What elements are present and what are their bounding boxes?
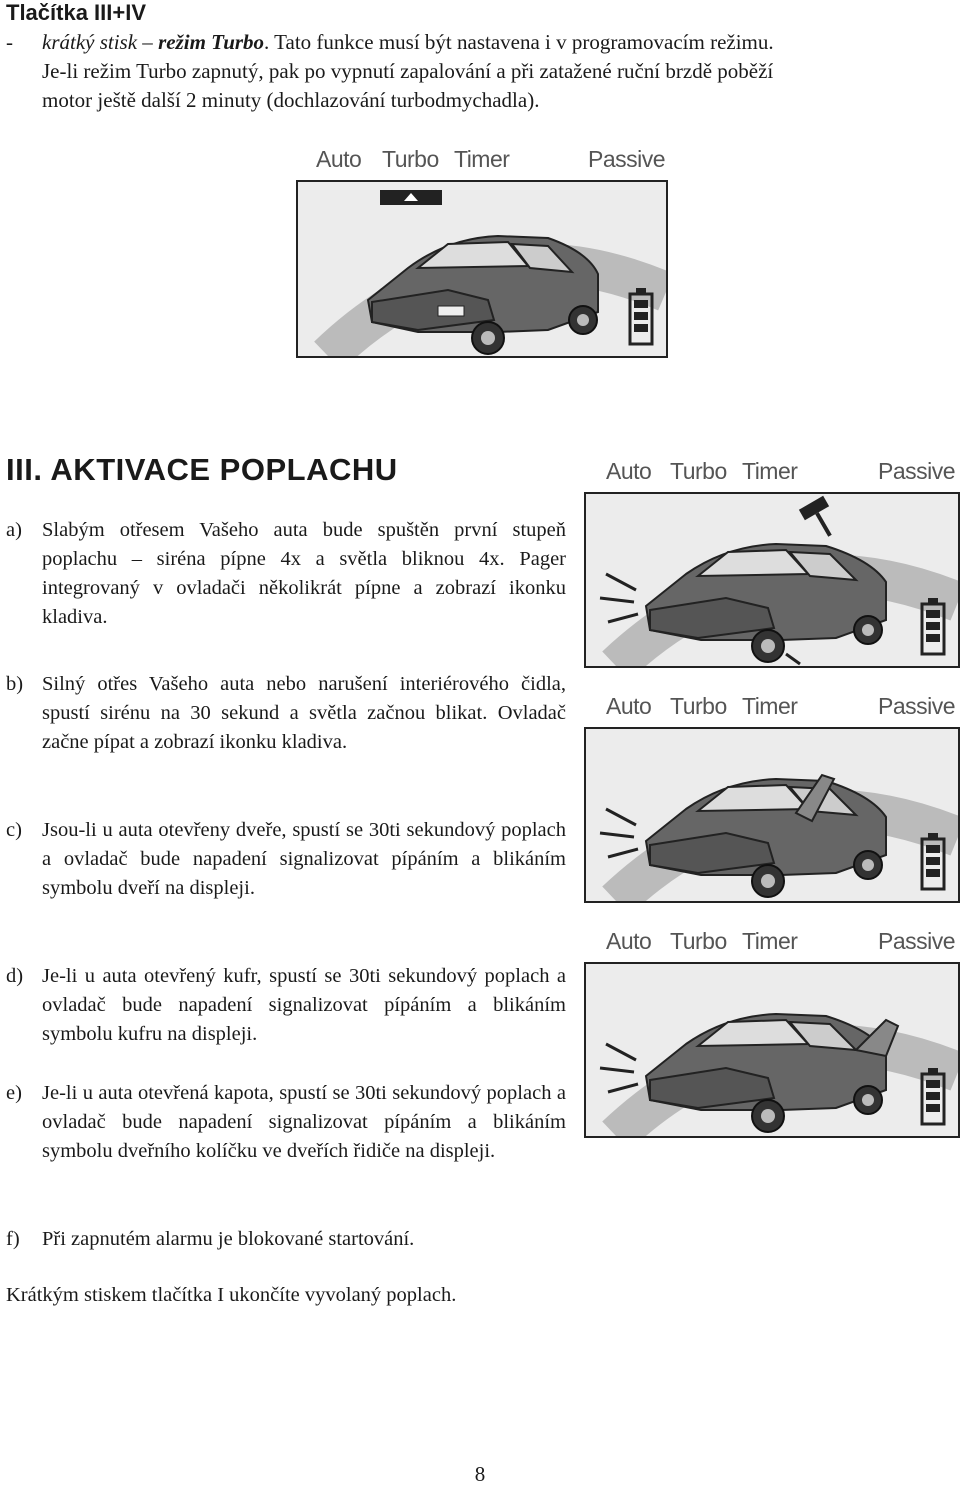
item-label: c)	[6, 819, 22, 841]
item-label: a)	[6, 519, 22, 541]
item-text: Je-li u auta otevřená kapota, spustí se 30ti sekundový poplach a ovladač bude napadení signalizovat pípáním a blikáním symbolu dveřního kolíčku ve dveřích řidiče na displeji.	[42, 1082, 566, 1162]
intro-bold-term: režim Turbo	[158, 30, 265, 54]
label-auto: Auto	[606, 458, 652, 484]
list-item-f	[6, 1225, 566, 1254]
display-turbo-mode	[296, 146, 668, 358]
display-labels	[584, 693, 960, 723]
label-auto: Auto	[606, 693, 652, 719]
label-passive: Passive	[878, 693, 956, 719]
item-text: Slabým otřesem Vašeho auta bude spuštěn první stupeň poplachu – siréna pípne 4x a světla bliknou 4x. Pager integrovaný v ovladači několikrát pípne a zobrazí ikonku kladiva.	[42, 519, 566, 628]
intro-line-3: motor ještě další 2 minuty (dochlazování turbodmychadla).	[42, 88, 540, 112]
car-illustration	[586, 729, 958, 901]
label-timer: Timer	[742, 928, 798, 954]
car-illustration	[586, 494, 958, 666]
intro-bullet: -	[6, 30, 13, 54]
list-item-c	[6, 816, 566, 903]
intro-italic: krátký stisk –	[42, 30, 159, 54]
list-item-e	[6, 1079, 566, 1166]
list-item-b	[6, 670, 566, 757]
display-trunk-alarm	[584, 928, 960, 1138]
intro-paragraph	[6, 28, 956, 115]
item-text: Jsou-li u auta otevřeny dveře, spustí se 30ti sekundový poplach a ovladač bude napadení signalizovat pípáním a blikáním symbolu dveří na displeji.	[42, 819, 566, 899]
item-text: Je-li u auta otevřený kufr, spustí se 30ti sekundový poplach a ovladač bude napadení signalizovat pípáním a blikáním symbolu kufru na displeji.	[42, 965, 566, 1045]
label-timer: Timer	[742, 458, 798, 484]
display-labels	[584, 458, 960, 488]
label-turbo: Turbo	[670, 928, 727, 954]
display-labels	[584, 928, 960, 958]
page-number: 8	[474, 1462, 486, 1486]
list-item-d	[6, 962, 566, 1049]
label-turbo: Turbo	[382, 146, 439, 172]
intro-line-2: Je-li režim Turbo zapnutý, pak po vypnutí zapalování a při zatažené ruční brzdě poběží	[42, 59, 774, 83]
label-passive: Passive	[878, 928, 956, 954]
display-labels	[296, 146, 668, 176]
display-shock-alarm	[584, 458, 960, 668]
label-passive: Passive	[588, 146, 666, 172]
item-label: b)	[6, 673, 24, 695]
hammer-icon	[799, 496, 842, 543]
item-text: Silný otřes Vašeho auta nebo narušení interiérového čidla, spustí sirénu na 30 sekund a světla začnou blikat. Ovladač začne pípat a zobrazí ikonku kladiva.	[42, 673, 566, 753]
item-label: f)	[6, 1228, 20, 1250]
label-turbo: Turbo	[670, 458, 727, 484]
label-turbo: Turbo	[670, 693, 727, 719]
intro-line1-rest: . Tato funkce musí být nastavena i v programovacím režimu.	[264, 30, 774, 54]
page-heading: Tlačítka III+IV	[6, 0, 147, 25]
section-title: III. AKTIVACE POPLACHU	[6, 452, 398, 487]
label-auto: Auto	[316, 146, 362, 172]
item-text: Při zapnutém alarmu je blokované startování.	[42, 1228, 415, 1250]
display-door-alarm	[584, 693, 960, 903]
intro-line-1	[42, 28, 774, 57]
car-illustration	[586, 964, 958, 1136]
label-passive: Passive	[878, 458, 956, 484]
list-item-a	[6, 516, 566, 632]
car-illustration	[298, 182, 666, 356]
item-label: d)	[6, 965, 24, 987]
label-timer: Timer	[742, 693, 798, 719]
item-label: e)	[6, 1082, 22, 1104]
label-timer: Timer	[454, 146, 510, 172]
label-auto: Auto	[606, 928, 652, 954]
closing-text: Krátkým stiskem tlačítka I ukončíte vyvolaný poplach.	[6, 1284, 457, 1306]
